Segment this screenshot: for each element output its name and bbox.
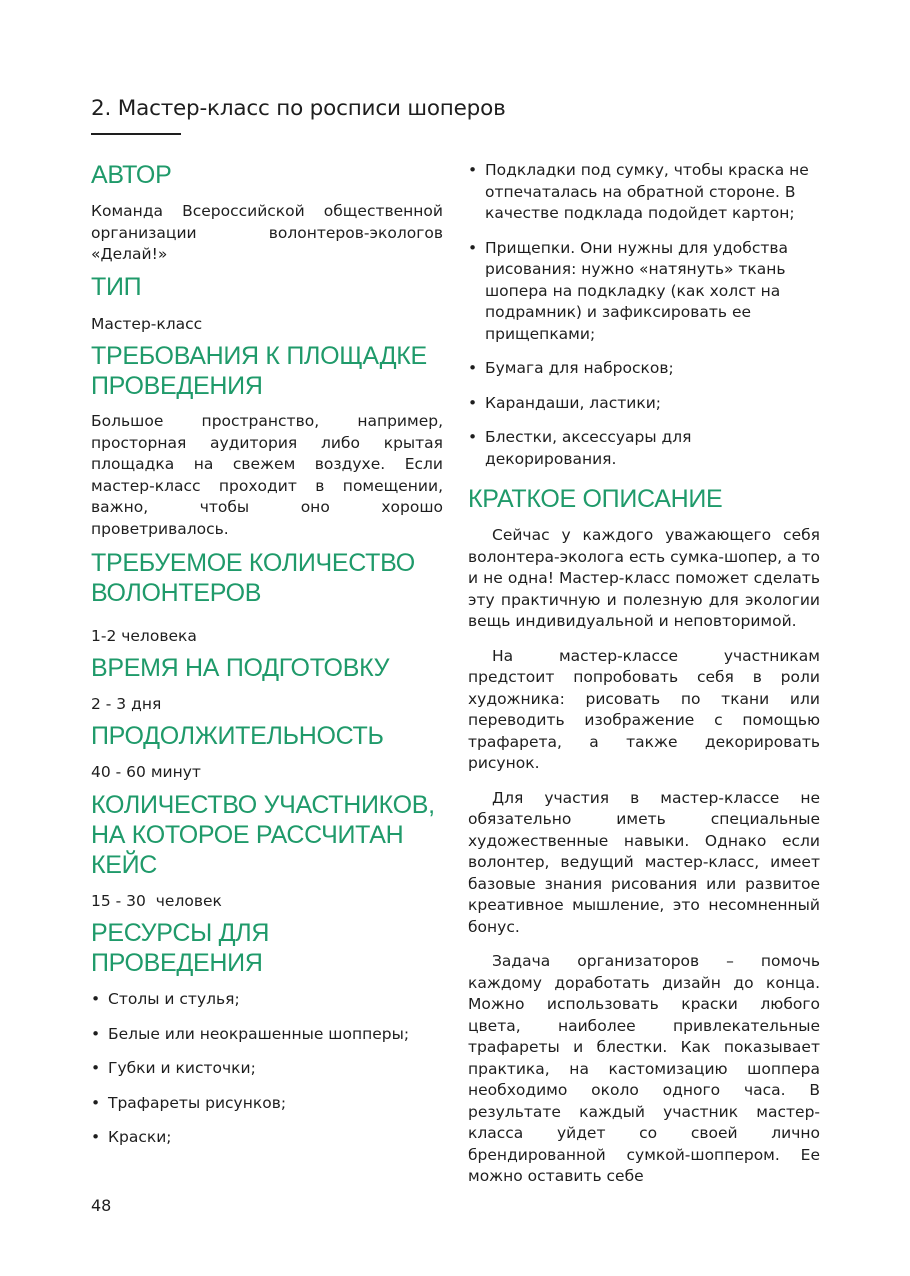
resources-heading: РЕСУРСЫ ДЛЯ ПРОВЕДЕНИЯ: [91, 919, 270, 977]
summary-heading: КРАТКОЕ ОПИСАНИЕ: [468, 485, 723, 513]
list-item: • Прищепки. Они нужны для удобства рисования: нужно «натянуть» ткань шопера на подкладку (как холст на подрамник) и зафиксировать ее прищепками;: [468, 238, 789, 343]
type-heading: ТИП: [91, 272, 142, 301]
duration-text: 40 - 60 минут: [91, 763, 201, 781]
participants-text: 15 - 30 человек: [91, 891, 222, 910]
volunteers-text: 1-2 человека: [91, 627, 197, 645]
venue-heading: ТРЕБОВАНИЯ К ПЛОЩАДКЕ ПРОВЕДЕНИЯ: [91, 342, 427, 400]
volunteers-heading: ТРЕБУЕМОЕ КОЛИЧЕСТВО ВОЛОНТЕРОВ: [91, 549, 415, 607]
summary-paragraph: Сейчас у каждого уважающего себя волонтера-эколога есть сумка-шопер, а то и не одна! Мастер-класс поможет сделать эту практичную и полезную для экологии вещь индивидуальной и неповторимой.: [468, 526, 820, 630]
summary-paragraph: Для участия в мастер-классе не обязательно иметь специальные художественные навыки. Однако если волонтер, ведущий мастер-класс, имеет базовые знания рисования или развитое креативное мышление, это несомненный бонус.: [468, 788, 820, 936]
type-text: Мастер-класс: [91, 314, 203, 333]
list-item: • Бумага для набросков;: [468, 359, 674, 377]
list-item: • Краски;: [91, 1128, 172, 1146]
summary-paragraph: Задача организаторов – помочь каждому доработать дизайн до конца. Можно использовать краски любого цвета, наиболее привлекательные трафареты и блестки. Как показывает практика, на кастомизацию шоппера необходимо около одного часа. В результате каждый участник мастер-класса уйдет со своей лично брендированной сумкой-шоппером. Ее можно оставить себе: [468, 952, 820, 1185]
page-title: 2. Мастер-класс по росписи шоперов: [91, 96, 506, 121]
list-item: • Губки и кисточки;: [91, 1059, 256, 1077]
title-underline: [91, 133, 181, 135]
participants-heading: КОЛИЧЕСТВО УЧАСТНИКОВ, НА КОТОРОЕ РАССЧИТАН КЕЙС: [91, 790, 435, 879]
list-item: • Столы и стулья;: [91, 990, 240, 1008]
author-heading: АВТОР: [91, 161, 172, 189]
left-column: [91, 160, 443, 1149]
resources-list-continued: [468, 160, 820, 470]
list-item: • Карандаши, ластики;: [468, 393, 661, 412]
right-column: [468, 160, 820, 1188]
prep-heading: ВРЕМЯ НА ПОДГОТОВКУ: [91, 653, 390, 682]
prep-text: 2 - 3 дня: [91, 694, 162, 713]
list-item: • Блестки, аксессуары для декорирования.: [468, 428, 692, 468]
venue-text: Большое пространство, например, просторная аудитория либо крытая площадка на свежем воздухе. Если мастер-класс проходит в помещении, важно, чтобы оно хорошо проветривалось.: [91, 412, 443, 538]
author-text: Команда Всероссийской общественной организации волонтеров-экологов «Делай!»: [91, 202, 443, 263]
list-item: • Трафареты рисунков;: [91, 1093, 287, 1112]
list-item: • Подкладки под сумку, чтобы краска не отпечаталась на обратной стороне. В качестве подклада подойдет картон;: [468, 161, 809, 222]
list-item: • Белые или неокрашенные шопперы;: [91, 1024, 410, 1043]
duration-heading: ПРОДОЛЖИТЕЛЬНОСТЬ: [91, 722, 384, 750]
page-number: 48: [91, 1196, 112, 1215]
summary-paragraph: На мастер-классе участникам предстоит попробовать себя в роли художника: рисовать по ткани или переводить изображение с помощью трафарета, а также декорировать рисунок.: [468, 646, 820, 772]
resources-list: [91, 989, 443, 1149]
